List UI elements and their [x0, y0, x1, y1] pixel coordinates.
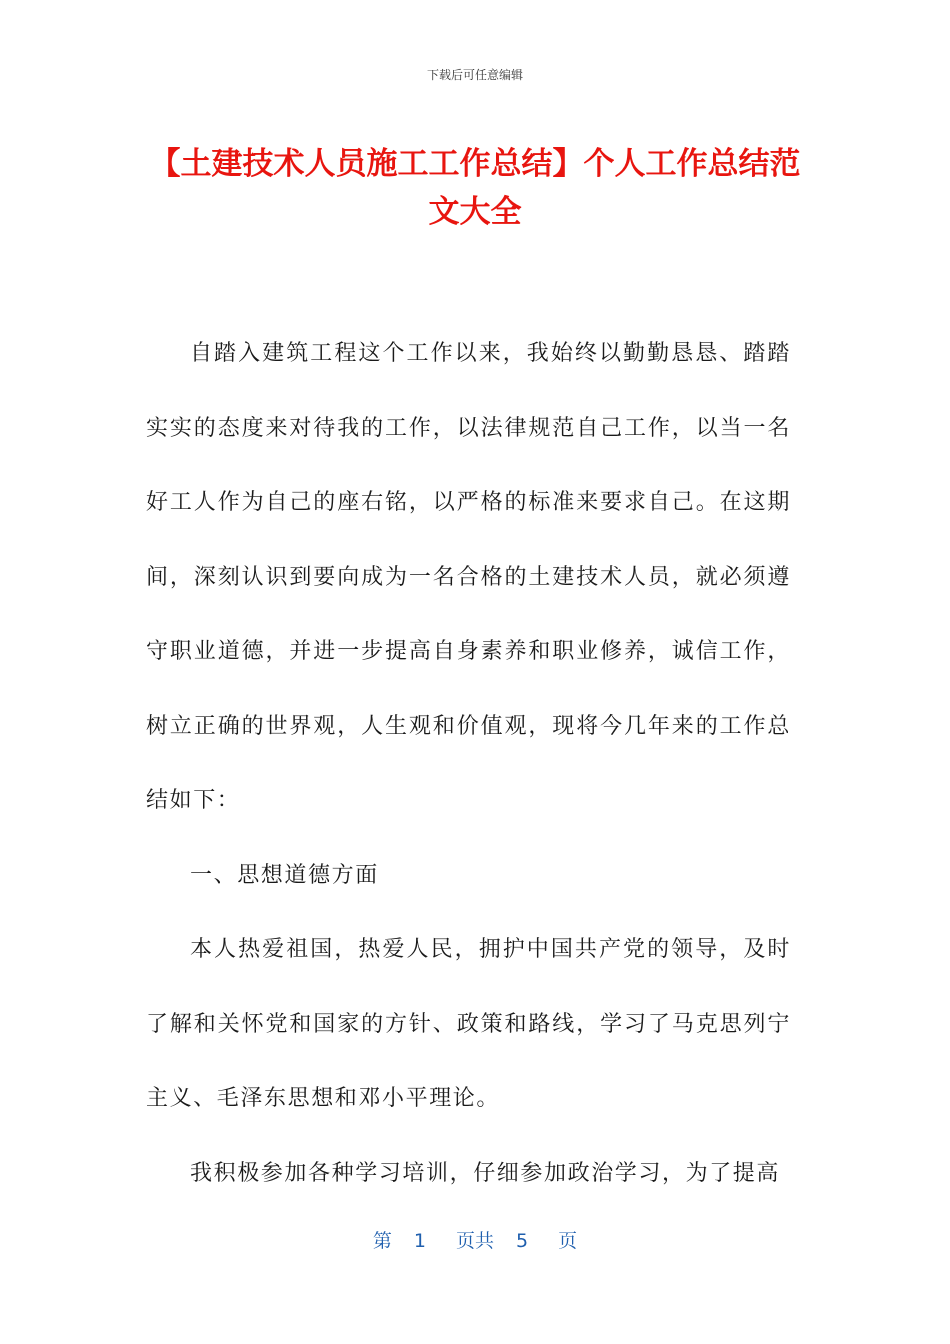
footer-current-page: 1 [413, 1230, 426, 1252]
page-footer [0, 1226, 950, 1253]
body-paragraph-training: 我积极参加各种学习培训，仔细参加政治学习，为了提高 [190, 1160, 781, 1186]
section-heading-ideology: 一、思想道德方面 [190, 862, 379, 888]
footer-total-pages: 5 [516, 1230, 529, 1252]
document-body [146, 317, 791, 1211]
header-note: 下载后可任意编辑 [426, 68, 523, 82]
footer-label-mid: 页共 [455, 1230, 494, 1252]
body-paragraph-intro: 自踏入建筑工程这个工作以来，我始终以勤勤恳恳、踏踏实实的态度来对待我的工作，以法律规范自己工作，以当一名好工人作为自己的座右铭，以严格的标准来要求自己。在这期间，深刻认识到要向成为一名合格的土建技术人员，就必须遵守职业道德，并进一步提高自身素养和职业修养，诚信工作，树立正确的世界观，人生观和价值观，现将今几年来的工作总结如下： [146, 341, 791, 813]
document-title: 【土建技术人员施工工作总结】个人工作总结范文大全 [149, 146, 801, 230]
body-paragraph-patriotism: 本人热爱祖国，热爱人民，拥护中国共产党的领导，及时了解和关怀党和国家的方针、政策和路线，学习了马克思列宁主义、毛泽东思想和邓小平理论。 [146, 937, 791, 1111]
footer-label-suffix: 页 [558, 1230, 578, 1252]
footer-label-prefix: 第 [372, 1230, 392, 1252]
